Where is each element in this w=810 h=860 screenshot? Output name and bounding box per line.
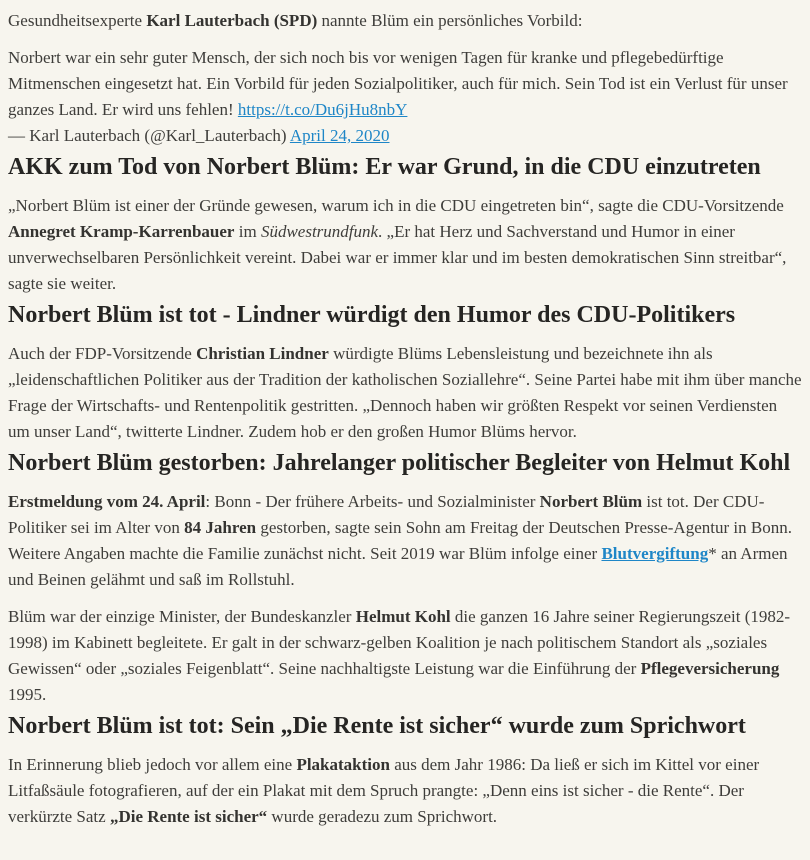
body-text: ist tot. Der CDU-Politiker sei im Alter von — [8, 492, 765, 537]
person-name-karl-lauterbach: Karl Lauterbach (SPD) — [146, 11, 318, 30]
body-text: gestorben, sagte sein Sohn am Freitag der Deutschen Presse-Agentur in Bonn. Weitere Angaben machte die Familie zunächst nicht. Seit 2019 war Blüm infolge einer — [8, 518, 792, 563]
tweet-date-link[interactable]: April 24, 2020 — [289, 126, 390, 145]
body-text: im — [234, 222, 261, 241]
body-text: : Bonn - Der frühere Arbeits- und Sozialminister — [205, 492, 540, 511]
body-text: die ganzen 16 Jahre seiner Regierungszeit (1982-1998) im Kabinett begleitete. Er galt in der schwarz-gelben Koalition je nach politischem Standort als „soziales Gewissen“ oder „soziales Feigenblatt“. Seine nachhaltigste Leistung war die Einführung der — [8, 607, 791, 678]
plakataktion-emphasis: Plakataktion — [296, 755, 390, 774]
body-text: . „Er hat Herz und Sachverstand und Humor in einer unverwechselbaren Persönlichkeit vereint. Dabei war er immer klar und im besten demokratischen Sinn streitbar“, sagte sie weiter. — [8, 222, 787, 293]
intro-text: nannte Blüm ein persönliches Vorbild: — [317, 11, 583, 30]
body-text: Blüm war der einzige Minister, der Bundeskanzler — [8, 607, 356, 626]
person-name-helmut-kohl: Helmut Kohl — [355, 607, 451, 626]
tweet-attribution-text: — Karl Lauterbach (@Karl_Lauterbach) — [8, 126, 290, 145]
tweet-quote-text: Norbert war ein sehr guter Mensch, der sich noch bis vor wenigen Tagen für kranke und pflegebedürftige Mitmenschen eingesetzt hat. Ein Vorbild für jeden Sozialpolitiker, auch für mich. Sein Tod ist ein Verlust für unser ganzes Land. Er wird uns fehlen! — [8, 48, 788, 119]
tweet-embed — [8, 45, 802, 149]
article-content — [8, 8, 802, 830]
akk-paragraph — [8, 193, 802, 297]
body-text: aus dem Jahr 1986: Da ließ er sich im Kittel vor einer Litfaßsäule fotografieren, auf der ein Plakat mit dem Spruch prangte: „Denn eins ist sicher - die Rente“. Der verkürzte Satz — [8, 755, 760, 826]
lindner-paragraph — [8, 341, 802, 445]
tweet-attribution — [8, 123, 802, 149]
rente-paragraph — [8, 752, 802, 830]
section-heading-akk: AKK zum Tod von Norbert Blüm: Er war Grund, in die CDU einzutreten — [8, 154, 761, 180]
section-heading-lindner: Norbert Blüm ist tot - Lindner würdigt den Humor des CDU-Politikers — [8, 302, 736, 328]
section-heading-kohl: Norbert Blüm gestorben: Jahrelanger politischer Begleiter von Helmut Kohl — [8, 450, 791, 476]
body-text: 1995. — [8, 685, 47, 704]
rente-quote-emphasis: „Die Rente ist sicher“ — [109, 807, 268, 826]
body-text: In Erinnerung blieb jedoch vor allem eine — [8, 755, 297, 774]
body-text: Auch der FDP-Vorsitzende — [8, 344, 197, 363]
person-name-christian-lindner: Christian Lindner — [196, 344, 329, 363]
kohl-paragraph — [8, 604, 802, 708]
body-text: wurde geradezu zum Sprichwort. — [267, 807, 498, 826]
erstmeldung-label: Erstmeldung vom 24. April — [8, 492, 206, 511]
intro-text: Gesundheitsexperte — [8, 11, 147, 30]
person-name-norbert-bluem: Norbert Blüm — [539, 492, 643, 511]
intro-paragraph — [8, 8, 802, 34]
tweet-quote — [8, 45, 802, 123]
person-name-kramp-karrenbauer: Annegret Kramp-Karrenbauer — [8, 222, 235, 241]
section-heading-rente: Norbert Blüm ist tot: Sein „Die Rente ist sicher“ wurde zum Sprichwort — [8, 713, 746, 739]
age-emphasis: 84 Jahren — [184, 518, 257, 537]
body-text: „Norbert Blüm ist einer der Gründe gewesen, warum ich in die CDU eingetreten bin“, sagte die CDU-Vorsitzende — [8, 196, 784, 215]
blutvergiftung-link[interactable]: Blutvergiftung — [601, 544, 709, 563]
tweet-url-link[interactable]: https://t.co/Du6jHu8nbY — [237, 100, 408, 119]
erstmeldung-paragraph — [8, 489, 802, 593]
pflegeversicherung-emphasis: Pflegeversicherung — [640, 659, 780, 678]
body-text: * an Armen und Beinen gelähmt und saß im Rollstuhl. — [8, 544, 788, 589]
media-name-suedwestrundfunk: Südwestrundfunk — [260, 222, 379, 241]
body-text: würdigte Blüms Lebensleistung und bezeichnete ihn als „leidenschaftlichen Politiker aus der Tradition der katholischen Soziallehre“. Seine Partei habe mit ihm über manche Frage der Wirtschafts- und Rentenpolitik gestritten. „Dennoch haben wir größten Respekt vor seinen Verdiensten um unser Land“, twitterte Lindner. Zudem hob er den großen Humor Blüms hervor. — [8, 344, 802, 441]
